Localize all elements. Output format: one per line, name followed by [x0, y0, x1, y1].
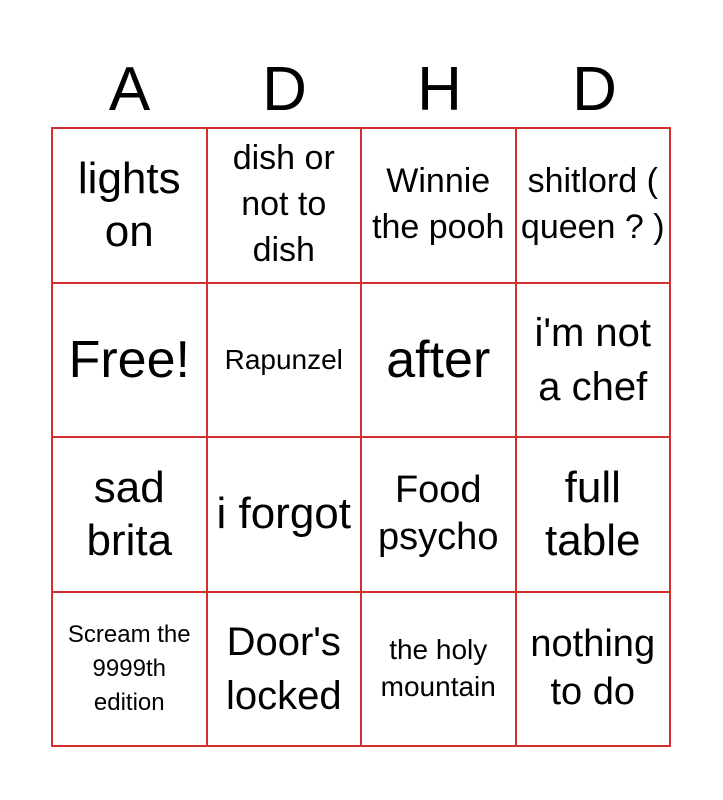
cell-text: Scream the 9999th edition — [67, 621, 191, 716]
bingo-cell[interactable] — [516, 592, 671, 747]
bingo-cell[interactable] — [361, 437, 516, 592]
cell-text: sad brita — [86, 462, 173, 566]
header-letter: A — [108, 55, 151, 124]
bingo-cell[interactable] — [516, 128, 671, 283]
cell-text: Winnie the pooh — [372, 162, 505, 247]
bingo-cell[interactable] — [52, 592, 207, 747]
bingo-cell[interactable] — [361, 128, 516, 283]
bingo-cell[interactable] — [207, 128, 362, 283]
header-letter: D — [262, 55, 307, 124]
header-letter: D — [572, 55, 617, 124]
cell-text: shitlord ( queen ? ) — [520, 162, 665, 247]
bingo-cell free-space[interactable] — [52, 283, 207, 438]
cell-text: dish or not to dish — [232, 139, 335, 270]
bingo-cell[interactable] — [361, 592, 516, 747]
cell-text: Food psycho — [378, 468, 499, 559]
cell-text: the holy mountain — [380, 634, 496, 702]
bingo-cell[interactable] — [516, 283, 671, 438]
header-letter: H — [417, 55, 462, 124]
bingo-cell[interactable] — [207, 437, 362, 592]
card-header — [52, 52, 672, 128]
cell-text: Free! — [68, 330, 190, 389]
cell-text: i'm not a chef — [534, 310, 652, 409]
bingo-cell[interactable] — [361, 283, 516, 438]
cell-text: Door's locked — [225, 619, 342, 718]
cell-text: Rapunzel — [224, 343, 343, 375]
cell-text: lights on — [77, 153, 181, 257]
bingo-cell[interactable] — [207, 283, 362, 438]
bingo-grid — [51, 127, 671, 747]
cell-text: full table — [545, 462, 641, 566]
bingo-cell[interactable] — [207, 592, 362, 747]
bingo-cell[interactable] — [52, 128, 207, 283]
bingo-cell[interactable] — [516, 437, 671, 592]
cell-text: after — [386, 330, 491, 389]
cell-text: nothing to do — [530, 623, 656, 713]
cell-text: i forgot — [216, 489, 351, 539]
bingo-cell[interactable] — [52, 437, 207, 592]
